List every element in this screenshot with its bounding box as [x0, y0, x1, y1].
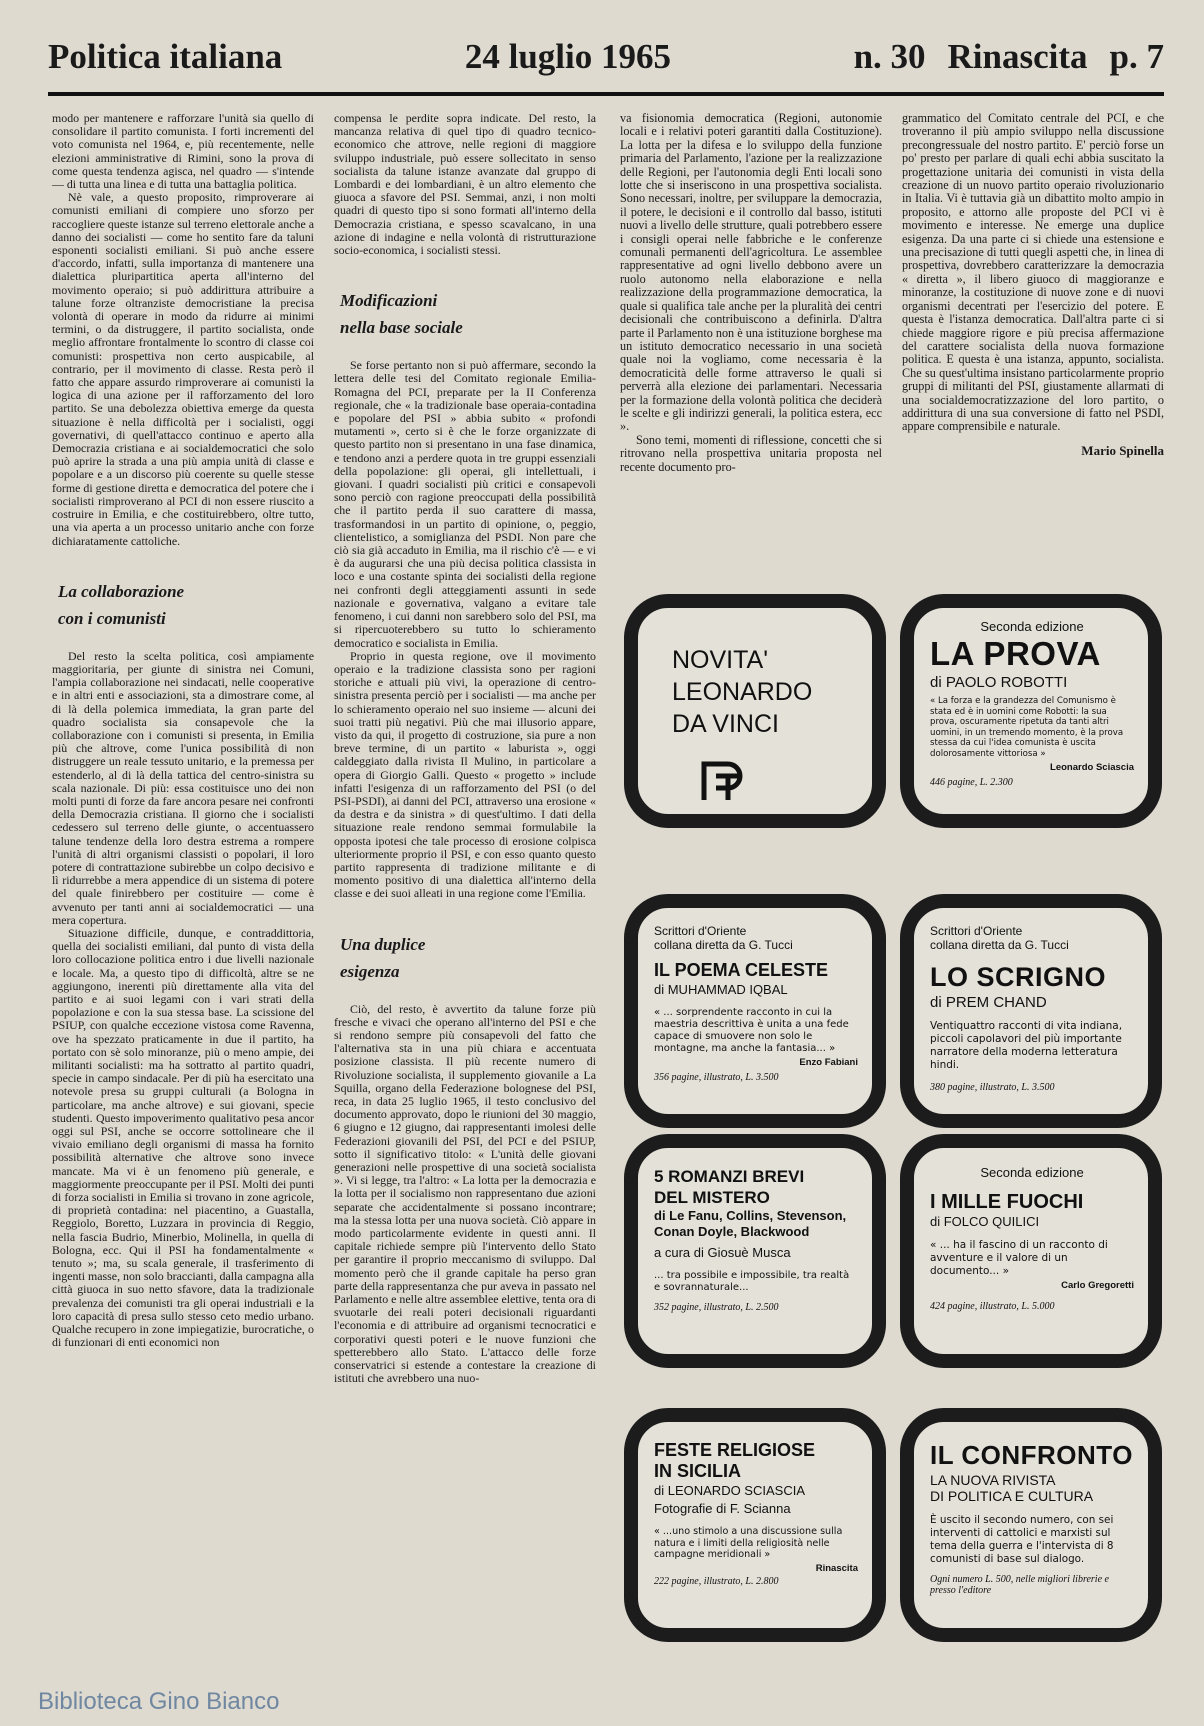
- paragraph: Del resto la scelta politica, così ampiamente maggioritaria, per giunte di sinistra nei Comuni, l'ampia collaborazione nei sindacati, nelle cooperative e in altri enti e associazioni, sta a dimostrare come, al di là della polemica immediata, la gran parte del quadro socialista sia consapevole che la collaborazione con i comunisti si presenta, in Emilia più che altrove, come l'unica possibilità di non distruggere un reale tessuto unitario, e la premessa per estenderlo, al di là della tattica del centro-sinistra su scala nazionale. Di più: essa costituisce uno dei non molti punti di forze da fare ancora pesare nei confronti della Democrazia cristiana. Il giorno che i socialisti cedessero sul terreno delle giunte, o accentuassero talune tendenze della loro destra estrema a rompere l'unità di altri organismi classisti o popolari, il loro potere di contrattazione subirebbe un colpo decisivo e lì ridurrebbe a mera appendice di un sistema di potere del quale finirebbero per costituire — come è avvenuto per tanti anni ai socialdemocratici — una mera copertura.: [52, 648, 314, 927]
- paragraph: modo per mantenere e rafforzare l'unità sia quello di consolidare il partito comunista. I forti incrementi del voto comunista nel 1964, e, più recentemente, nelle elezioni amministrative di Rimini, sono la prova di come questa tendenza agisca, nel quadro — s'intende — di tutta una linea e di tutta una battaglia politica.: [52, 111, 314, 192]
- masthead: [48, 22, 1164, 96]
- ad-lo-scrigno: [900, 894, 1162, 1128]
- section-title: Politica italiana: [48, 37, 283, 76]
- ad-title-line: FESTE RELIGIOSE: [654, 1440, 816, 1460]
- ad-authors: di Le Fanu, Collins, Stevenson, Conan Doyle, Blackwood: [654, 1208, 847, 1239]
- ad-quote: « ... ha il fascino di un racconto di avventure e il valore di un documento... »: [930, 1239, 1108, 1277]
- paragraph: grammatico del Comitato centrale del PCI, e che troveranno il più ampio sviluppo nella discussione precongressuale del nostro partito. E' perciò forse un po' presto per parlare di quali echi abbia suscitato la progettazione unitaria dei comunisti in vista della creazione di un nuovo partito operaio rivoluzionario in Italia. Vi è tuttavia già un dibattito molto ampio in proposito, e attorno alle proposte del PCI vi è movimento e interesse. Ne emerge una duplice esigenza. Da una parte ci si chiede una estensione e una precisazione di tutti quegli aspetti che, in linea di prospettiva, dovrebbero caratterizzare la democrazia « diretta », il libero giuoco di maggioranze e minoranze, la costituzione di nuove zone e di nuovi organismi decentrati per l'esercizio del potere. E questa è l'istanza democratica. Dall'altra parte ci si chiede maggiore rigore e più precisa affermazione del carattere socialista della nuova formazione politica. E questa è una istanza, appunto, socialista. Che su quest'ultima insistano particolarmente proprio gruppi di militanti del PSI, giustamente allarmati di una socialdemocratizzazione del loro partito, o addirittura di una sua conversione di fatto nel PSDI, appare comprensibile e naturale.: [902, 111, 1164, 434]
- ad-mille-fuochi: [900, 1134, 1162, 1368]
- ad-author: di PREM CHAND: [930, 994, 1047, 1011]
- leonardo-logo-icon: [698, 756, 758, 806]
- ad-leonardo-novita: [624, 594, 886, 828]
- ad-title-line: DEL MISTERO: [654, 1188, 770, 1207]
- ad-title-line: 5 ROMANZI BREVI: [654, 1167, 805, 1186]
- paragraph: va fisionomia democratica (Regioni, autonomie locali e i relativi poteri garantiti dalla Costituzione). La lotta per la difesa e lo sviluppo della funzione primaria del Parlamento, l'azione per la realizzazione delle Regioni, per l'autonomia degli Enti locali sono lotte che si inseriscono in una prospettiva socialista. Sono necessari, inoltre, per sviluppare la democrazia, il potere, le decisioni e il controllo dal basso, istituti nuovi a livello delle strutture, quali potrebbero essere i consigli operai nelle fabbriche e le conferenze comunali permanenti dell'agricoltura. Le assemblee rappresentative ad ogni livello debbono avere un ruolo autonomo nella elaborazione e nella realizzazione della programmazione democratica, la quale si qualifica tale anche per la pluralità dei centri decisionali che contribuiscono a definirla. D'altra parte il Parlamento non è una istituzione borghese ma un istituto democratico necessario in una società quale noi la vogliamo, come necessaria è la democraticità delle forme attraverso le quali si perverrà alla elezione dei parlamentari. Necessaria per la formazione della volontà politica che deciderà le scelte e gli indirizzi generali, la politica estera, ecc ».: [620, 111, 882, 434]
- ad-price: 356 pagine, illustrato, L. 3.500: [654, 1072, 779, 1083]
- ad-quote-author: Enzo Fabiani: [799, 1057, 858, 1068]
- ad-edition: Seconda edizione: [980, 619, 1084, 634]
- ad-author: di LEONARDO SCIASCIA: [654, 1483, 805, 1498]
- article-column-2: [334, 112, 596, 1385]
- ad-romanzi-mistero: [624, 1134, 886, 1368]
- page-number: p. 7: [1109, 37, 1164, 76]
- issue-number: n. 30: [853, 37, 926, 76]
- paragraph: Nè vale, a questo proposito, rimproverare ai comunisti emiliani di compiere uno sforzo per raccogliere queste istanze sul terreno elettorale anche a danno dei socialisti — come ho sentito fare da taluni esponenti socialisti emiliani. Si può anche essere d'accordo, infatti, sulla importanza di mantenere una dialettica pluripartitica aperta all'interno del movimento operaio; si può addirittura attribuire a talune forze oltranziste democristiane la precisa volontà di operare in modo da ridurre ai minimi termini, o da distruggere, il partito socialista, onde meglio affrontare frontalmente lo scontro di classe coi comunisti: prospettiva non certo auspicabile, al contrario, per il movimento di classe. Resta però il fatto che appare assurdo rimproverare ai comunisti la logica di una azione per il rafforzamento del loro partito. Se una debolezza obiettiva emerge da questa situazione è nella difficoltà per i socialisti, oggi governativi, di quell'attacco continuo e aperto alla Democrazia cristiana e ai socialdemocratici che solo può aprire la strada a una più ampia unità di classe e popolare e a un discorso più coerente su quelle stesse forme di gestione diretta e democratica del potere che i socialisti rimproverano al PCI di non essere riuscito a costruire in Emilia, e che costituirebbero, oltre tutto, una via aperta a un processo unitario anche con forze dichiaratamente cattoliche.: [52, 190, 314, 548]
- ad-quote: « La forza e la grandezza del Comunismo è stata ed è in uomini come Robotti: la sua prova, oscuramente ripetuta da tanti altri uomini, in un tremendo momento, è la prova stessa da cui l'idea comunista è uscita dolorosamente vittoriosa »: [930, 696, 1124, 759]
- ad-title: LO SCRIGNO: [930, 962, 1107, 992]
- ad-title: I MILLE FUOCHI: [930, 1191, 1084, 1213]
- subheading: Modificazioni nella base sociale: [340, 291, 463, 338]
- ad-author: di PAOLO ROBOTTI: [930, 674, 1068, 691]
- ad-title: IL POEMA CELESTE: [654, 960, 829, 980]
- ad-quote-author: Leonardo Sciascia: [1050, 761, 1134, 773]
- article-column-1: [52, 112, 314, 1349]
- subheading: Una duplice esigenza: [340, 934, 426, 981]
- ad-price: 424 pagine, illustrato, L. 5.000: [930, 1301, 1055, 1312]
- paragraph: Sono temi, momenti di riflessione, concetti che si ritrovano nella prospettiva unitaria proposta nel recente documento pro-: [620, 432, 882, 474]
- ad-price: Ogni numero L. 500, nelle migliori librerie e presso l'editore: [930, 1574, 1109, 1596]
- publication-name: Rinascita: [947, 37, 1088, 76]
- article-column-4: [902, 112, 1164, 457]
- ad-series-editor: collana diretta da G. Tucci: [654, 938, 793, 952]
- ad-subtitle: DI POLITICA E CULTURA: [930, 1488, 1094, 1504]
- ad-quote: « ...uno stimolo a una discussione sulla natura e i limiti della religiosità nelle campagne meridionali »: [654, 1526, 843, 1561]
- paragraph: compensa le perdite sopra indicate. Del resto, la mancanza relativa di quel tipo di quadro tecnico-economico che attrove, nelle regioni di maggiore sviluppo industriale, può essere sollecitato in senso socialista da talune istanze avanzate dal gruppo di Lombardi e dei lombardiani, è un altro elemento che giuoca a sfavore del PSI. Semmai, anzi, i non molti quadri di questo tipo si sono formati all'interno della Democrazia cristiana, e spesso scavalcano, in una azione di indagine e nella volontà di ristrutturazione socio-economica, i socialisti stessi.: [334, 111, 596, 258]
- paragraph: Ciò, del resto, è avvertito da talune forze più fresche e vivaci che operano all'interno del PSI e che si rendono sempre più consapevoli del fatto che l'alternativa sta in una più chiara e accentuata posizione classista. Il più recente numero di Rivoluzione socialista, il supplemento giovanile a La Squilla, organo della Federazione bolognese del PSI, reca, in data 25 luglio 1965, il testo conclusivo del documento approvato, dopo le riunioni del 30 maggio, 6 giugno e 12 giugno, dai rappresentanti imolesi delle Federazioni giovanili del PSI, del PCI e del PSIUP, sotto il significativo titolo: « L'unità delle giovani generazioni nelle prospettive di una società socialista ». Vi si legge, tra l'altro: « La lotta per la democrazia e la lotta per il socialismo non rappresentano due azioni separate che accidentalmente si possano incontrare; ma la stessa lotta per una nuova società. Ciò appare in modo particolarmente evidente in questi anni. Il capitale richiede sempre più l'intervento dello Stato per garantire il proprio meccanismo di sviluppo. Dal momento però che il grande capitale ha perso gran parte della rappresentanza che pur aveva in passato nel Parlamento e nelle altre assemblee elettive, tenta ora di svuotarle dei reali poteri decisionali riguardanti l'economia e di attribuire ad organismi tecnocratici e corporativi questi poteri e le nuove funzioni che spetterebbero allo Stato. L'attacco delle forze conservatrici si estende a contestare la creazione di istituti che avrebbero una nuo-: [334, 1001, 596, 1386]
- paragraph: Situazione difficile, dunque, e contraddittoria, quella dei socialisti emiliani, dal punto di vista della loro collocazione politica entro i due livelli nazionale e locale. Ma, a questo tipo di difficoltà, altre se ne aggiungono, inerenti più direttamente alla vita del partito e ai suoi legami con i vari strati della popolazione e con la sua stessa base. La scissione del PSIUP, con qualche eccezione vistosa come Ravenna, ove ha spezzato praticamente in due il partito, ha portato con sè solo minoranze, più o meno ampie, dei militanti socialisti: ma ha sottratto al partito quadri, specie in campo sindacale. Per di più ha esercitato una notevole presa su gruppi culturali (a Bologna in particolare, ma anche altrove) e sui giovani, specie studenti. Questo impoverimento qualitativo pesa ancor oggi sul PSI, anche se occorre sottolineare che il vivaio emiliano degli organismi di massa ha fornito possibilità alternative che altrove sono invece mancate. Ma vi è un fenomeno più generale, e maggiormente preoccupante per il PSI. Molti dei punti di forza socialisti in Emilia si trovano in zone agricole, di proprietà contadina: nel piacentino, a Guastalla, Reggiolo, Boretto, Luzzara in provincia di Reggio, nella fascia Budrio, Minerbio, Molinella, in quella di Bologna, ecc. Qui il PSI ha fondamentalmente « tenuto »; ma, su scala generale, il trasferimento di ingenti masse, non solo braccianti, dalla campagna alla città giuoca in suo netto sfavore, data la tradizionale prevalenza dei comunisti tra gli operai industriali e la loro capacità di presa sullo stesso ceto medio urbano. Qualche recupero in zone impiegatizie, burocratiche, o di funzionari di enti economici non: [52, 925, 314, 1350]
- issue-info: [854, 37, 1164, 77]
- ad-title: IL CONFRONTO: [930, 1440, 1133, 1470]
- ad-feste-religiose: [624, 1408, 886, 1642]
- ad-series: Scrittori d'Oriente: [654, 924, 747, 938]
- ad-photographer: Fotografie di F. Scianna: [654, 1501, 791, 1516]
- ad-line: NOVITA': [672, 646, 768, 674]
- ad-subtitle: LA NUOVA RIVISTA: [930, 1472, 1056, 1488]
- ad-price: 380 pagine, illustrato, L. 3.500: [930, 1082, 1055, 1093]
- ad-line: DA VINCI: [672, 710, 779, 738]
- ad-edition: Seconda edizione: [980, 1165, 1084, 1180]
- ad-price: 352 pagine, illustrato, L. 2.500: [654, 1302, 779, 1313]
- library-watermark: Biblioteca Gino Bianco: [38, 1688, 280, 1715]
- ad-author: di MUHAMMAD IQBAL: [654, 982, 788, 997]
- ad-series-editor: collana diretta da G. Tucci: [930, 938, 1069, 952]
- subheading: La collaborazione con i comunisti: [58, 581, 185, 628]
- ad-series: Scrittori d'Oriente: [930, 924, 1023, 938]
- paragraph: Proprio in questa regione, ove il movimento operaio e la tradizione classista sono per ragioni storiche e attuali più vivi, la operazione di centro-sinistra presenta perciò per i socialisti — ma anche per lo schieramento operaio nel suo insieme — alcuni dei suoi tratti più negativi. Più che mai illusorio appare, visto da qui, il progetto di costruzione, sia pure a non breve termine, di un partito « laburista », oggi caldeggiato dalla rivista Il Mulino, in particolare a opera di Giorgio Galli. Questo « progetto » include infatti l'esigenza di un rafforzamento del PSI (o del PSI-PSDI), ai danni del PCI, attraverso una erosione « da destra e da sinistra » di quest'ultimo. I dati della situazione reale rendono semmai formulabile la opposta ipotesi che tale processo di erosione colpisca ulteriormente proprio il PSI, e con esso quanto questo partito rappresenta di tradizione militante e di momento positivo di una dialettica all'interno della classe e dei suoi alleati in una regione come l'Emilia.: [334, 648, 596, 901]
- author-signature: Mario Spinella: [1081, 442, 1164, 458]
- ad-quote-author: Rinascita: [815, 1562, 858, 1574]
- article-column-3: [620, 112, 882, 474]
- ad-author: di FOLCO QUILICI: [930, 1214, 1040, 1229]
- ad-line: LEONARDO: [672, 678, 813, 706]
- ad-price: 446 pagine, L. 2.300: [930, 776, 1013, 788]
- ad-editor: a cura di Giosuè Musca: [654, 1245, 791, 1260]
- ad-quote-author: Carlo Gregoretti: [1061, 1280, 1134, 1291]
- ad-title-line: IN SICILIA: [654, 1461, 742, 1481]
- ad-il-confronto: [900, 1408, 1162, 1642]
- ad-quote: ... tra possibile e impossibile, tra realtà e sovrannaturale...: [654, 1270, 850, 1293]
- ad-title: LA PROVA: [930, 635, 1101, 672]
- ad-quote: « ... sorprendente racconto in cui la maestria descrittiva è unita a una fede capace di smuovere non solo le montagne, ma anche la fantasia... »: [654, 1007, 849, 1054]
- ad-description: È uscito il secondo numero, con sei interventi di cattolici e marxisti sul tema della guerra e l'intervista di 8 comunisti di base sul dialogo.: [930, 1514, 1114, 1565]
- ad-la-prova: [900, 594, 1162, 828]
- issue-date: 24 luglio 1965: [464, 37, 671, 76]
- paragraph: Se forse pertanto non si può affermare, secondo la lettera delle tesi del Comitato regionale Emilia-Romagna del PCI, preparate per la II Conferenza regionale, che « la tradizionale base operaia-contadina e popolare del PSI » abbia subito « profondi mutamenti », certo si è che le forze organizzate di questo partito non si presentano in una fase dinamica, e tendono anzi a perdere quota in tre gruppi essenziali della popolazione: gli operai, gli intellettuali, i giovani. I quadri socialisti più critici e consapevoli sono perciò con ragione preoccupati della possibilità che il partito perda il suo carattere di massa, trasformandosi in un partito di opinione, o, peggio, clientelistico, a somiglianza del PSDI. Non pare che ciò sia già accaduto in Emilia, ma il rischio c'è — e vi è da augurarsi che una più decisa politica classista in loco e una costante spinta dei socialisti della regione nei confronti degli atteggiamenti assunti in sede nazionale e governativa, valgano a evitare tale fenomeno, i cui danni non sarebbero solo del PSI, ma si ripercuoterebbero su tutto lo schieramento democratico e socialista in Emilia.: [334, 358, 596, 650]
- ad-price: 222 pagine, illustrato, L. 2.800: [654, 1575, 779, 1587]
- ad-description: Ventiquattro racconti di vita indiana, piccoli capolavori del più importante narratore della moderna letteratura hindi.: [930, 1020, 1123, 1071]
- ad-poema-celeste: [624, 894, 886, 1128]
